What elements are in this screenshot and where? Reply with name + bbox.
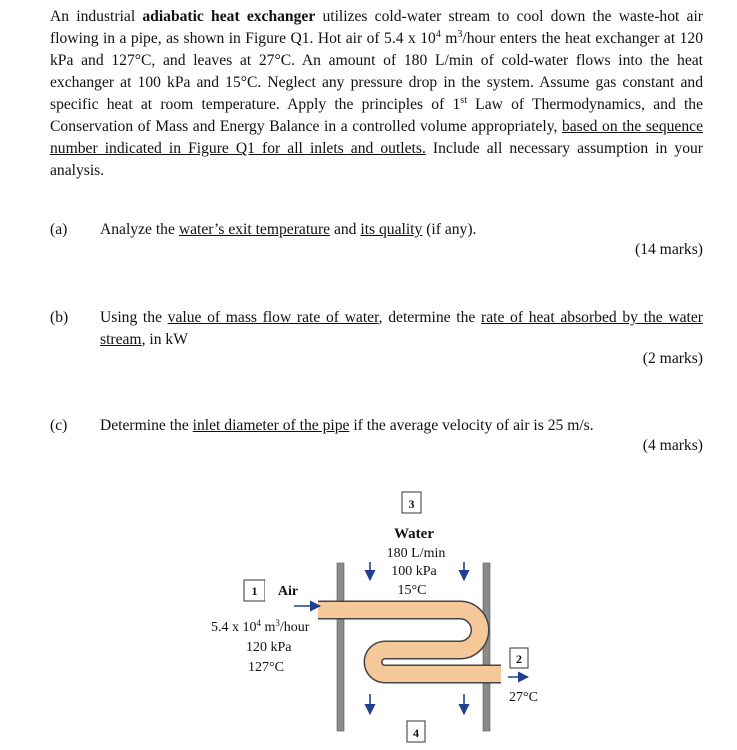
left-wall [337,563,344,731]
question-a-text: Analyze the water’s exit temperature and its quality (if any). [100,221,477,238]
label-4: 4 [413,726,419,740]
question-a-number: (a) [50,221,68,238]
exit-temp: 27°C [509,690,538,705]
question-b-text: Using the value of mass flow rate of water, determine the rate of heat absorbed by the water stream, in kW [100,309,703,348]
question-b-marks: (2 marks) [642,350,703,367]
problem-statement: An industrial adiabatic heat exchanger utilizes cold-water stream to cool down the waste-hot air flowing in a pipe, as shown in Figure Q1. Hot air of 5.4 x $10^4$ $m^3$/hour enters the heat exchanger at 120 kPa and 127°C, and leaves at 27°C. An amount of 180 L/min of cold-water flows into the heat exchanger at 100 kPa and 15°C. Neglect any pressure drop in the system. Assume gas constant and specific heat at room temperature. Apply the principles of 1st Law of Thermodynamics, and the Conservation of Mass and Energy Balance in a controlled volume appropriately, based on the sequence number indicated in Figure Q1 for all inlets and outlets. Include all necessary assumption in your analysis. [50,8,704,179]
question-b-number: (b) [50,309,69,326]
question-c-number: (c) [50,417,68,434]
air-temp: 127°C [248,660,284,675]
water-flow: 180 L/min [386,546,446,561]
question-c-text: Determine the inlet diameter of the pipe if the average velocity of air is 25 m/s. [100,417,594,434]
air-title: Air [277,584,299,599]
question-c-marks: (4 marks) [642,437,703,454]
label-2: 2 [516,652,522,666]
air-flow: 5.4 x $10^4$ $m^3$/hour [211,618,310,635]
underlined-instruction: based on the sequence number indicated in Figure Q1 for all inlets and outlets. [50,118,703,157]
air-pressure: 120 kPa [246,640,292,655]
question-a-marks: (14 marks) [635,241,703,258]
label-3: 3 [408,497,415,511]
air-pipe [318,610,501,674]
water-pressure: 100 kPa [391,564,437,579]
water-temp: 15°C [397,583,427,598]
label-1: 1 [251,584,258,598]
emphasis-adiabatic: adiabatic heat exchanger [142,8,316,25]
water-title: Water [394,526,434,542]
